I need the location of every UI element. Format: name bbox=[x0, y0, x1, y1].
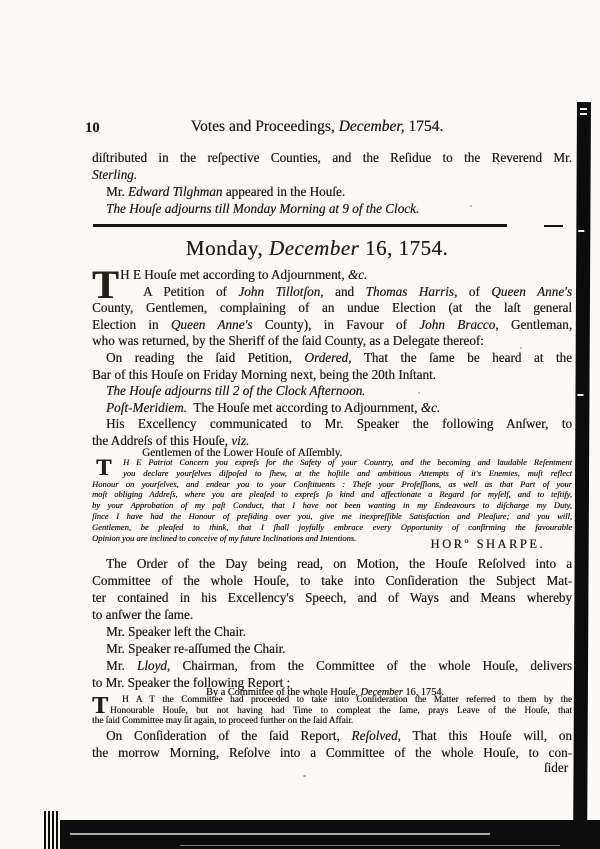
opening-paragraph bbox=[92, 149, 572, 217]
report-text bbox=[92, 695, 572, 727]
text-segment: Gentlemen, be pleaſed to think, that I ſhall joyfully embrace every Opportunity of confirming the favourable bbox=[92, 521, 572, 532]
text-segment: Mr. bbox=[106, 658, 137, 673]
text-segment: Bar of this Houſe on Friday Morning next, being the 20th Inſtant. bbox=[92, 366, 436, 382]
text-segment: Mr. bbox=[106, 184, 128, 199]
text-segment: the Addreſs of this Houſe, bbox=[92, 432, 232, 448]
text-segment: Poſt-Meridiem. bbox=[106, 399, 187, 415]
scan-artifact-edge-stripes bbox=[44, 811, 60, 849]
text-segment: Opinion you are inclined to conceive of my future Inclinations and Intentions. bbox=[92, 532, 357, 543]
date-heading bbox=[92, 236, 542, 260]
text-segment: 1754. bbox=[404, 118, 444, 135]
text-line bbox=[92, 468, 572, 479]
text-line bbox=[92, 706, 572, 717]
text-line bbox=[92, 511, 572, 522]
text-segment: John Tillotſon bbox=[238, 283, 321, 299]
text-segment: Lloyd bbox=[136, 658, 167, 673]
text-line bbox=[92, 479, 572, 490]
text-segment: Gentlemen of the Lower Houſe of Aſſembly. bbox=[142, 447, 343, 459]
text-segment: Mr. Speaker re-aſſumed the Chair. bbox=[106, 641, 286, 656]
text-segment: &c. bbox=[420, 399, 441, 415]
text-line bbox=[92, 400, 572, 417]
text-segment: H E Patriot Concern you expreſs for the Safety of your Country, and the becoming and laudable Reſentment bbox=[123, 457, 572, 467]
text-line bbox=[92, 118, 542, 136]
text-segment: Sterling. bbox=[92, 167, 138, 182]
text-line bbox=[92, 267, 572, 284]
text-segment: diſtributed in the reſpective Counties, and the Reſidue to the Reverend Mr. bbox=[92, 150, 572, 165]
text-line bbox=[92, 640, 572, 657]
text-segment: the ſaid Committee may ſit again, to proceed further on the ſaid Affair. bbox=[92, 716, 354, 727]
text-segment: December, bbox=[334, 118, 405, 135]
text-line bbox=[92, 555, 572, 572]
text-line bbox=[92, 200, 572, 217]
text-segment: , of bbox=[453, 283, 492, 299]
text-line bbox=[92, 695, 572, 706]
text-segment: Election in bbox=[92, 316, 171, 332]
scan-artifact-tick bbox=[580, 108, 587, 110]
text-segment: His Excellency communicated to Mr. Speaker the following Anſwer, to bbox=[106, 416, 572, 432]
text-segment: On Conſideration of the ſaid Report, bbox=[106, 728, 352, 743]
text-segment: The Houſe adjourns till Monday Morning at 9 of the Clock. bbox=[106, 201, 420, 216]
drop-cap: T bbox=[92, 262, 119, 307]
drop-cap: T bbox=[92, 693, 109, 719]
scan-artifact-tick bbox=[580, 113, 587, 115]
resolution-paragraph bbox=[92, 727, 572, 761]
text-segment: Committee of the whole Houſe, to take into Conſideration the Subject Mat- bbox=[92, 573, 572, 588]
text-line bbox=[92, 166, 572, 183]
text-segment: December bbox=[268, 236, 365, 260]
text-segment: That the ſame be heard at the bbox=[351, 350, 573, 365]
text-segment: County), in Favour of bbox=[252, 316, 420, 332]
text-line bbox=[92, 760, 568, 775]
text-line bbox=[92, 367, 572, 384]
text-segment: moſt obliging Addreſs, where you are pleaſed to expreſs ſo kind and affectionate a Regard for myſelf, and to teſtify, bbox=[92, 489, 572, 500]
text-segment: That this Houſe will, on bbox=[400, 728, 572, 743]
text-segment: Reſolved, bbox=[351, 728, 401, 743]
text-line bbox=[92, 333, 572, 350]
text-segment: A Petition of bbox=[143, 283, 239, 299]
text-line bbox=[92, 623, 572, 640]
text-segment: ſince I have had the Honour of preſiding over you, give me inexpreſſible Satisfaction and Pleaſure; and you will, bbox=[92, 510, 572, 521]
text-segment: Honour on yourſelves, and endear you to your Conſtituents : Theſe your Profeſſions, as well as that Part of your bbox=[92, 478, 572, 489]
text-line bbox=[92, 183, 572, 200]
text-segment: by your Approbation of my paſt Conduct, that I have not been wanting in my Endeavours to diſcharge my Duty, bbox=[92, 500, 572, 511]
text-segment: Monday, bbox=[185, 236, 269, 260]
text-segment: to Mr. Speaker the following Report ; bbox=[92, 675, 291, 690]
text-segment: appeared in the Houſe. bbox=[222, 184, 346, 199]
committee-paragraph bbox=[92, 555, 572, 691]
governor-answer bbox=[92, 457, 572, 543]
text-segment: The Order of the Day being read, on Motion, the Houſe Reſolved into a bbox=[106, 556, 572, 571]
text-segment: ter contained in his Excellency's Speech, and of Ways and Means whereby bbox=[92, 590, 572, 605]
section-rule bbox=[93, 224, 507, 227]
text-line bbox=[92, 383, 572, 400]
text-line bbox=[92, 606, 572, 623]
text-line bbox=[92, 657, 572, 674]
text-segment: John Bracco bbox=[419, 316, 496, 332]
scan-artifact-tick bbox=[578, 230, 584, 232]
petition-paragraph bbox=[92, 262, 573, 350]
text-segment: 16, 1754. bbox=[402, 687, 444, 698]
text-segment: Edward Tilghman bbox=[127, 184, 223, 199]
text-line bbox=[92, 317, 572, 334]
text-segment: , Chairman, from the Committee of the whole Houſe, delivers bbox=[166, 658, 572, 673]
text-segment: who was returned, by the Sheriff of the ſaid County, as a Delegate thereof: bbox=[92, 333, 484, 349]
text-line bbox=[92, 416, 572, 433]
text-segment: On reading the ſaid Petition, bbox=[106, 350, 305, 365]
text-segment: you declare yourſelves diſpoſed to ſhew, at the hoſtile and ambitious Attempts of it's Enemies, muſt reflect bbox=[123, 467, 572, 478]
drop-cap: T bbox=[96, 455, 112, 480]
text-line bbox=[92, 149, 572, 166]
running-title bbox=[92, 118, 542, 136]
text-line bbox=[92, 489, 572, 500]
scan-artifact-streak bbox=[70, 833, 490, 835]
text-segment: ſider bbox=[543, 760, 568, 775]
catchword bbox=[92, 760, 568, 775]
text-segment: Mr. Speaker left the Chair. bbox=[106, 624, 246, 639]
text-segment: Thomas Harris bbox=[365, 283, 454, 299]
text-segment: viz. bbox=[231, 432, 250, 448]
text-segment: December bbox=[360, 687, 403, 698]
paper-speck bbox=[303, 775, 306, 777]
text-segment: H A T the Committee had proceeded to take into Conſideration the Matter referred to them by the bbox=[122, 695, 572, 705]
text-segment: The Houſe adjourns till 2 of the Clock Afternoon. bbox=[106, 383, 366, 399]
text-segment: Honourable Houſe, but not having had Time to compleat the ſame, prays Leave of the Houſe, that bbox=[110, 705, 572, 716]
text-segment: The Houſe met according to Adjournment, bbox=[186, 399, 421, 415]
text-line bbox=[92, 522, 572, 533]
text-segment: Votes and Proceedings, bbox=[190, 118, 335, 135]
text-line bbox=[92, 589, 572, 606]
text-segment: H E Houſe met according to Adjournment, bbox=[120, 267, 348, 282]
text-segment: 16, 1754. bbox=[364, 236, 449, 260]
scan-artifact-right-bar bbox=[573, 102, 591, 849]
signature bbox=[92, 537, 545, 551]
text-line bbox=[92, 727, 572, 744]
scan-artifact-tick bbox=[577, 394, 583, 396]
text-segment: to anſwer the ſame. bbox=[92, 607, 194, 622]
text-segment: , and bbox=[320, 283, 366, 299]
scan-artifact-streak bbox=[180, 845, 560, 846]
text-line bbox=[92, 350, 572, 367]
text-line bbox=[92, 236, 542, 260]
text-segment: By a Committee of the whole Houſe, bbox=[206, 687, 361, 698]
text-line bbox=[92, 300, 572, 317]
text-segment: Queen Anne's bbox=[170, 316, 253, 332]
text-line bbox=[92, 500, 572, 511]
text-segment: the morrow Morning, Reſolve into a Committee of the whole Houſe, to con- bbox=[92, 745, 572, 760]
section-rule-dash bbox=[544, 225, 563, 227]
text-line bbox=[92, 457, 572, 468]
text-segment: 10 bbox=[85, 120, 100, 136]
text-line bbox=[92, 284, 572, 301]
text-line bbox=[92, 572, 572, 589]
text-segment: HORº SHARPE. bbox=[430, 537, 545, 551]
text-segment: Ordered, bbox=[304, 350, 352, 365]
text-line bbox=[92, 744, 572, 761]
text-line bbox=[92, 537, 545, 551]
text-segment: &c. bbox=[347, 267, 368, 282]
text-segment: County, Gentlemen, complaining of an undue Election (at the laſt general bbox=[92, 300, 572, 316]
text-line bbox=[92, 716, 572, 727]
text-segment: Queen Anne's bbox=[491, 283, 572, 299]
text-segment: , Gentleman, bbox=[495, 316, 573, 332]
order-paragraph bbox=[92, 350, 572, 450]
